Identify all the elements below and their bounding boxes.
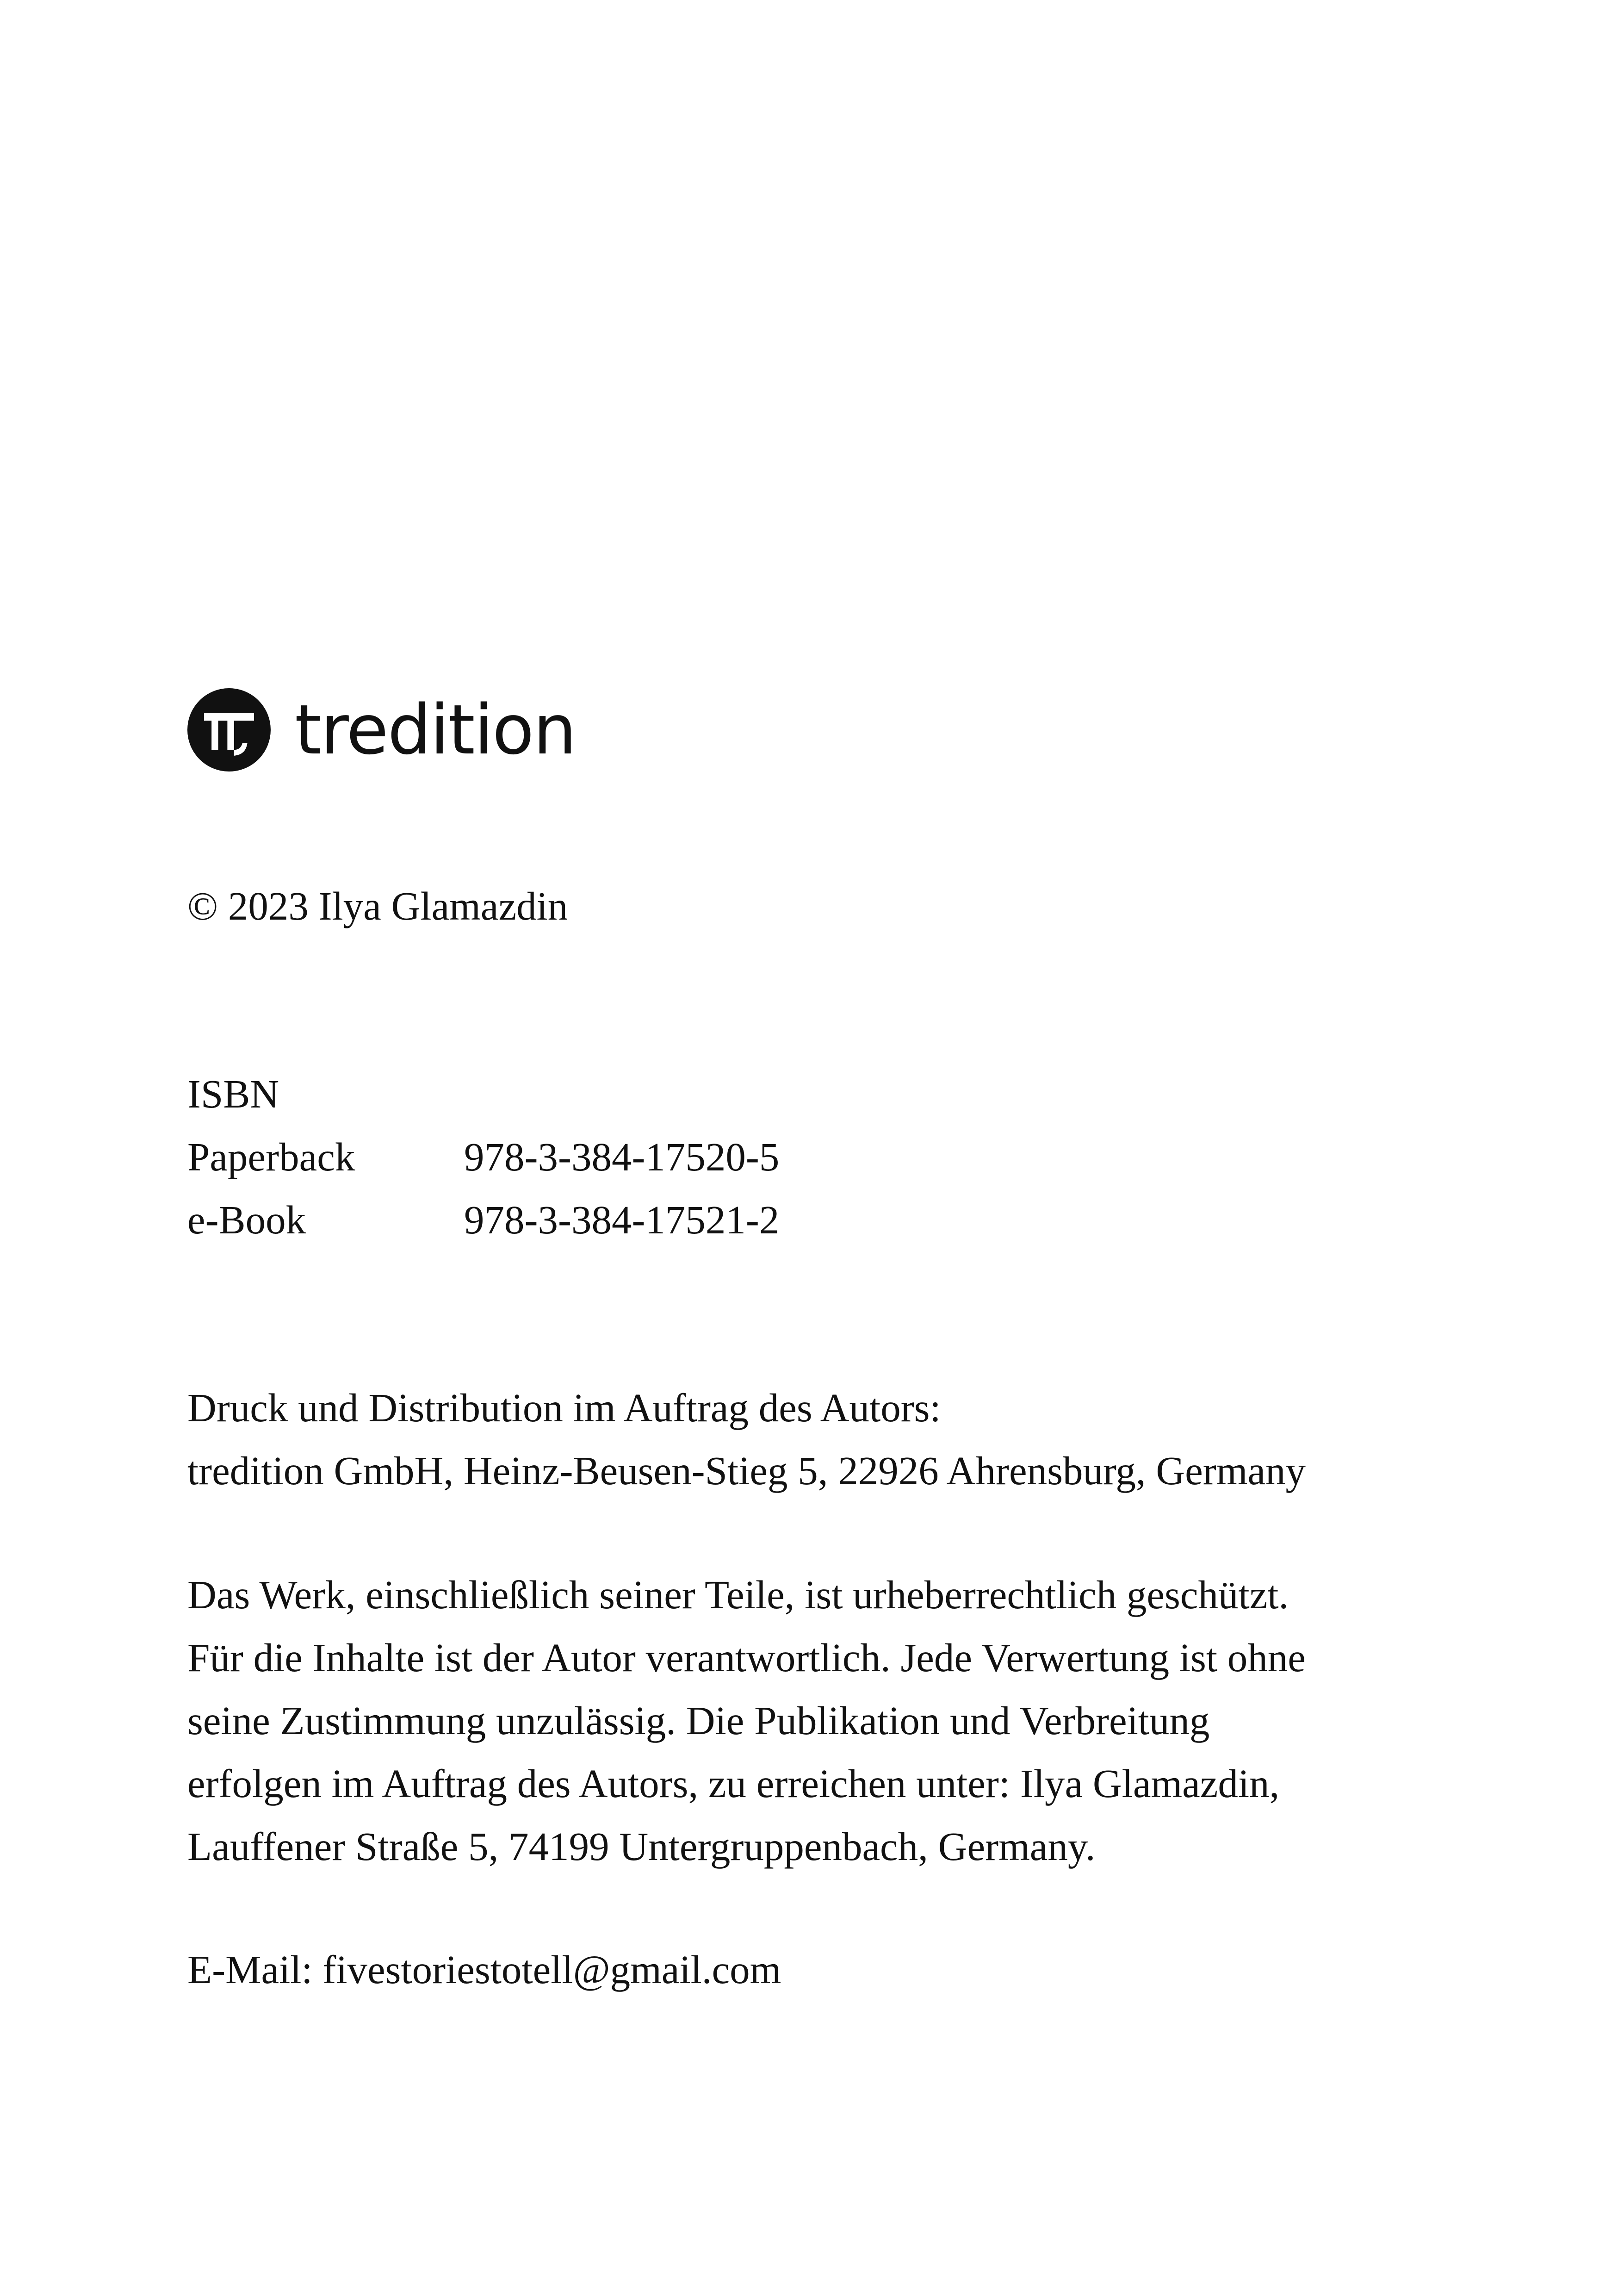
isbn-row-ebook [187,1188,779,1251]
statement-line: Das Werk, einschließlich seiner Teile, ist urheberrechtlich geschützt. [187,1572,1289,1617]
printer-info [187,1376,1306,1502]
printer-address: tredition GmbH, Heinz-Beusen-Stieg 5, 22926 Ahrensburg, Germany [187,1448,1306,1493]
isbn-heading: ISBN [187,1071,279,1116]
statement-line: seine Zustimmung unzulässig. Die Publikation und Verbreitung [187,1698,1210,1743]
copyright-notice: © 2023 Ilya Glamazdin [187,884,568,928]
statement-line: Lauffener Straße 5, 74199 Untergruppenbach, Germany. [187,1824,1096,1869]
isbn-format-label: Paperback [187,1134,355,1179]
isbn-format-label: e-Book [187,1197,306,1242]
printer-line: Druck und Distribution im Auftrag des Autors: [187,1385,941,1430]
statement-line: erfolgen im Auftrag des Autors, zu erreichen unter: Ilya Glamazdin, [187,1761,1280,1806]
isbn-number: 978-3-384-17520-5 [464,1134,780,1179]
publisher-logo [187,686,576,774]
publisher-name: tredition [295,690,576,770]
contact-email: E-Mail: fivestoriestotell@gmail.com [187,1947,781,1992]
tredition-logo-icon [187,688,271,772]
isbn-section [187,1063,779,1251]
isbn-row-paperback [187,1126,779,1188]
copyright-statement [187,1563,1306,1878]
isbn-number: 978-3-384-17521-2 [464,1197,780,1242]
statement-line: Für die Inhalte ist der Autor verantwortlich. Jede Verwertung ist ohne [187,1635,1306,1680]
